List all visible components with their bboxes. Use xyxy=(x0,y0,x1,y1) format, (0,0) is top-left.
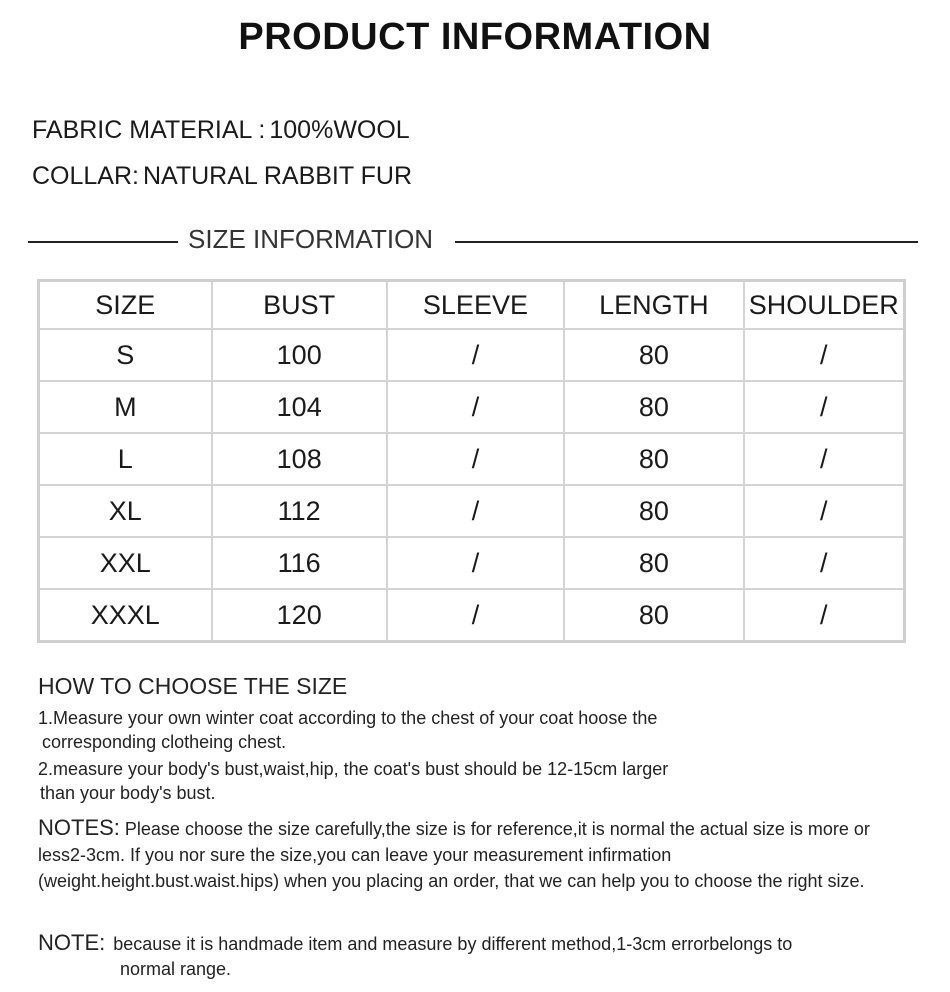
size-information-heading: SIZE INFORMATION xyxy=(188,224,434,254)
note-line-2: normal range. xyxy=(120,959,232,979)
cell-sleeve: / xyxy=(387,329,564,381)
notes-paragraph xyxy=(38,815,888,894)
cell-shoulder: / xyxy=(744,485,905,537)
table-header-row xyxy=(39,281,905,330)
cell-length: 80 xyxy=(564,537,743,589)
cell-sleeve: / xyxy=(387,537,564,589)
fabric-value: 100%WOOL xyxy=(269,116,410,144)
cell-size: S xyxy=(39,329,212,381)
cell-sleeve: / xyxy=(387,381,564,433)
cell-length: 80 xyxy=(564,433,743,485)
cell-size: XL xyxy=(39,485,212,537)
note-line-1: because it is handmade item and measure by different method,1-3cm errorbelongs to xyxy=(113,934,793,954)
table-row xyxy=(39,381,905,433)
size-information-header xyxy=(28,226,918,258)
table-row xyxy=(39,433,905,485)
header-shoulder: SHOULDER xyxy=(744,281,905,330)
page-title: PRODUCT INFORMATION xyxy=(238,16,712,58)
cell-length: 80 xyxy=(564,589,743,642)
how-to-step-2 xyxy=(38,757,798,805)
divider-left xyxy=(28,241,178,243)
cell-shoulder: / xyxy=(744,589,905,642)
how-to-choose-heading: HOW TO CHOOSE THE SIZE xyxy=(38,673,348,699)
cell-sleeve: / xyxy=(387,433,564,485)
cell-length: 80 xyxy=(564,381,743,433)
collar-line xyxy=(32,162,412,191)
header-length: LENGTH xyxy=(564,281,743,330)
collar-value: NATURAL RABBIT FUR xyxy=(142,162,413,190)
cell-size: XXXL xyxy=(39,589,212,642)
cell-bust: 120 xyxy=(212,589,387,642)
table-row xyxy=(39,485,905,537)
cell-bust: 116 xyxy=(212,537,387,589)
cell-bust: 112 xyxy=(212,485,387,537)
step-2-line-1: 2.measure your body's bust,waist,hip, the coat's bust should be 12-15cm larger xyxy=(38,759,669,779)
cell-size: M xyxy=(39,381,212,433)
cell-length: 80 xyxy=(564,485,743,537)
table-row xyxy=(39,589,905,642)
collar-label: COLLAR: xyxy=(32,162,139,190)
notes-text: Please choose the size carefully,the size is for reference,it is normal the actual size is more or less2-3cm. If you nor sure the size,you can leave your measurement infirmation (weight.height.bust.waist.hips) when you placing an order, that we can help you to choose the right size. xyxy=(38,819,870,891)
how-to-step-1 xyxy=(38,706,798,754)
note-lead: NOTE: xyxy=(38,930,106,955)
cell-bust: 108 xyxy=(212,433,387,485)
cell-sleeve: / xyxy=(387,589,564,642)
cell-bust: 104 xyxy=(212,381,387,433)
fabric-label: FABRIC MATERIAL : xyxy=(32,116,266,144)
divider-right xyxy=(455,241,918,243)
notes-lead: NOTES: xyxy=(38,815,120,840)
cell-shoulder: / xyxy=(744,329,905,381)
cell-shoulder: / xyxy=(744,433,905,485)
cell-size: XXL xyxy=(39,537,212,589)
step-1-line-2: corresponding clotheing chest. xyxy=(42,732,287,752)
cell-bust: 100 xyxy=(212,329,387,381)
size-table xyxy=(37,279,906,643)
table-row xyxy=(39,329,905,381)
header-sleeve: SLEEVE xyxy=(387,281,564,330)
fabric-material-line xyxy=(32,116,410,145)
cell-length: 80 xyxy=(564,329,743,381)
step-2-line-2: than your body's bust. xyxy=(40,783,216,803)
cell-shoulder: / xyxy=(744,537,905,589)
table-row xyxy=(39,537,905,589)
cell-shoulder: / xyxy=(744,381,905,433)
note-paragraph xyxy=(38,930,898,982)
header-bust: BUST xyxy=(212,281,387,330)
cell-sleeve: / xyxy=(387,485,564,537)
cell-size: L xyxy=(39,433,212,485)
header-size: SIZE xyxy=(39,281,212,330)
step-1-line-1: 1.Measure your own winter coat according to the chest of your coat hoose the xyxy=(38,708,658,728)
